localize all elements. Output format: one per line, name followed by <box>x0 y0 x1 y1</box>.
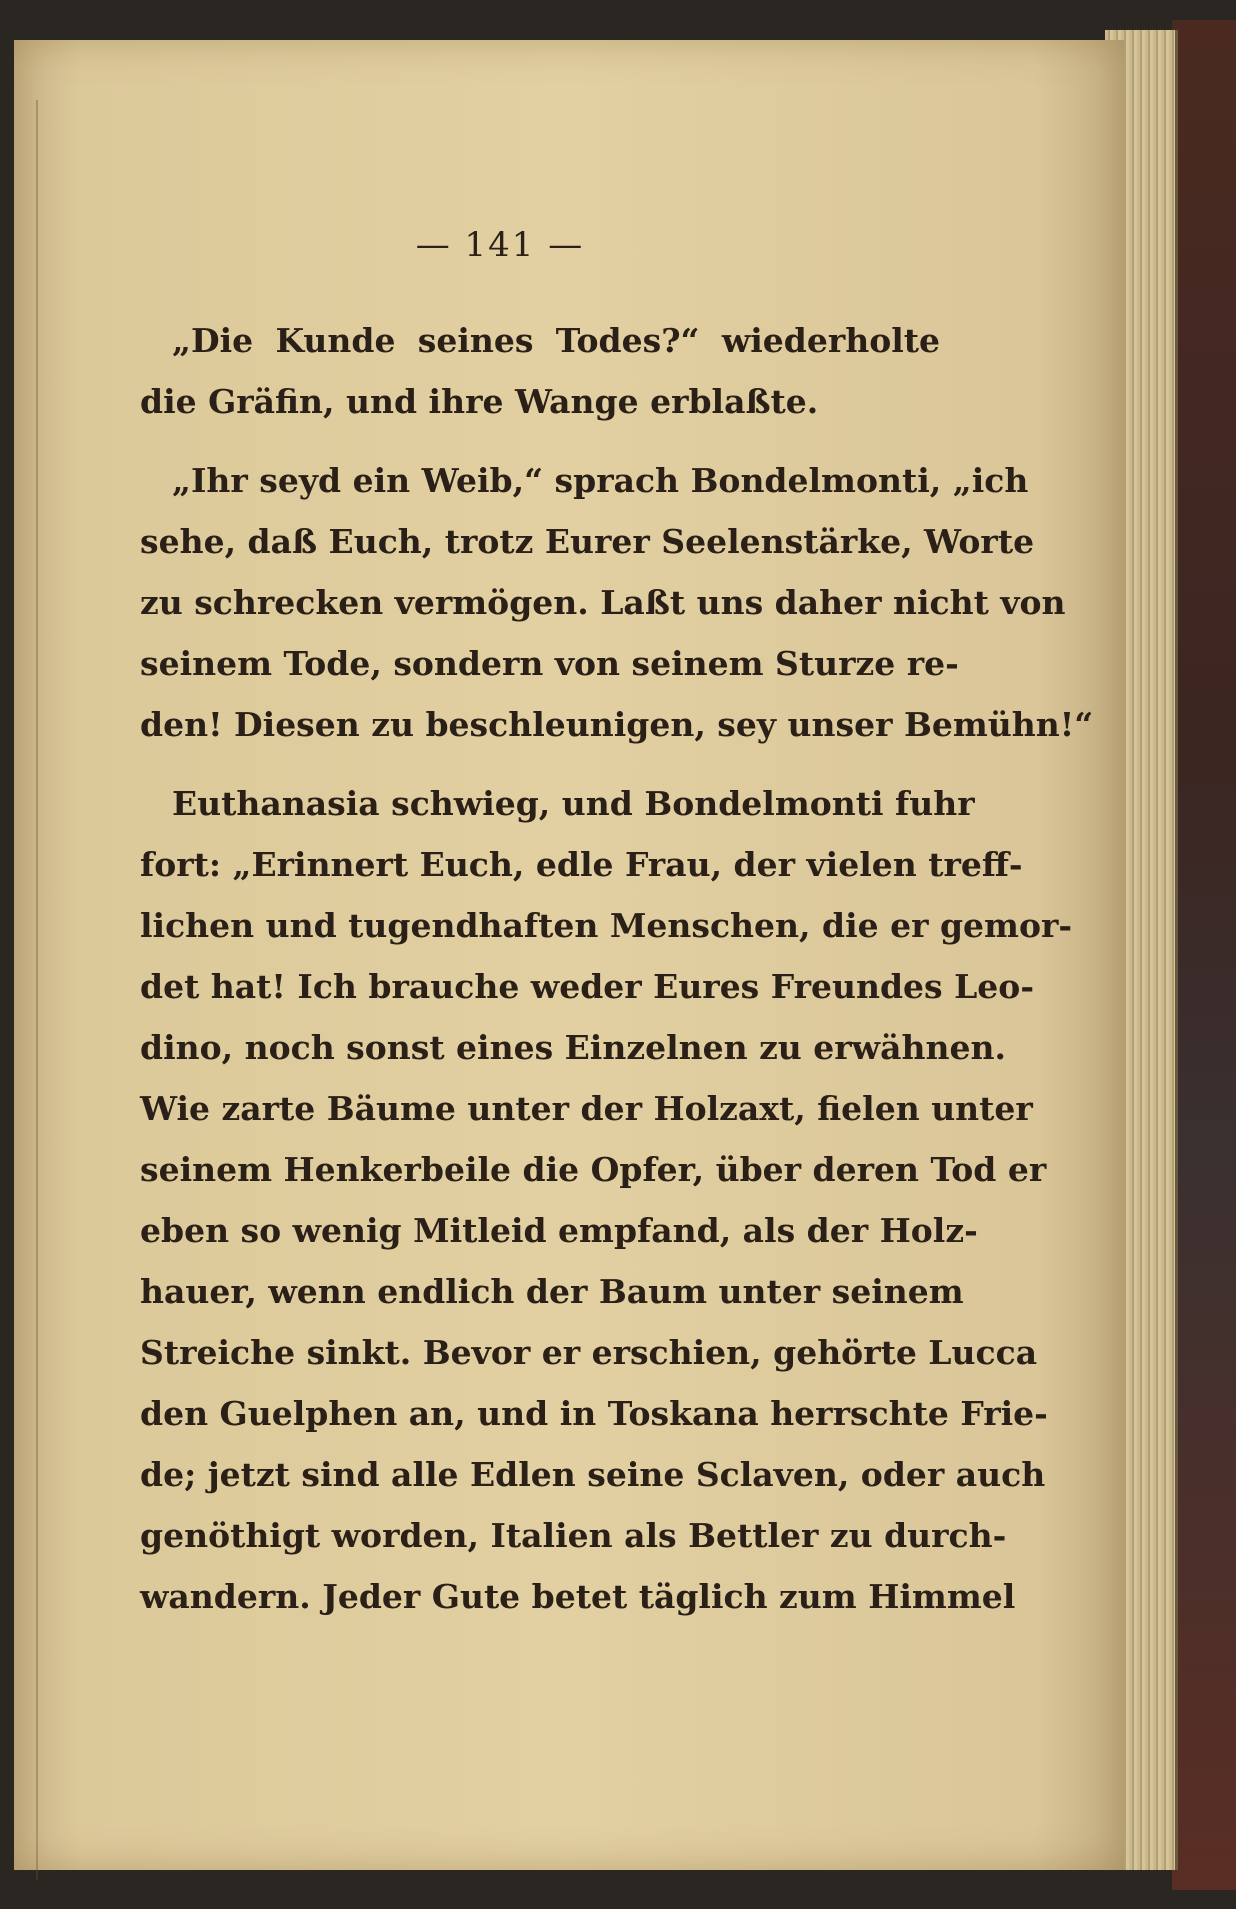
text-line: die Gräfin, und ihre Wange erblaßte. <box>140 382 819 421</box>
text-line: fort: „Erinnert Euch, edle Frau, der vielen treff- <box>140 845 1023 884</box>
text-line: „Die Kunde seines Todes?“ wiederholte <box>172 321 940 360</box>
page-text <box>140 310 1094 1627</box>
text-line: seinem Tode, sondern von seinem Sturze re- <box>140 644 959 683</box>
text-line: den Guelphen an, und in Toskana herrschte Frie- <box>140 1394 1048 1433</box>
page-number: — 141 — <box>415 225 585 265</box>
text-line: de; jetzt sind alle Edlen seine Sclaven, oder auch <box>140 1455 1046 1494</box>
paragraph-gap <box>140 755 940 773</box>
text-line: den! Diesen zu beschleunigen, sey unser Bemühn!“ <box>140 705 1094 744</box>
gutter-line <box>36 100 38 1880</box>
text-line: dino, noch sonst eines Einzelnen zu erwähnen. <box>140 1028 1006 1067</box>
text-line: eben so wenig Mitleid empfand, als der Holz- <box>140 1211 978 1250</box>
paragraph-gap <box>140 432 940 450</box>
text-line: lichen und tugendhaften Menschen, die er gemor- <box>140 906 1073 945</box>
text-line: zu schrecken vermögen. Laßt uns daher nicht von <box>140 583 1066 622</box>
text-line: Euthanasia schwieg, und Bondelmonti fuhr <box>172 784 975 823</box>
text-line: det hat! Ich brauche weder Eures Freundes Leo- <box>140 967 1035 1006</box>
text-line: wandern. Jeder Gute betet täglich zum Himmel <box>140 1577 1016 1616</box>
book-cover <box>1172 20 1236 1890</box>
text-line: genöthigt worden, Italien als Bettler zu durch- <box>140 1516 1007 1555</box>
text-line: Streiche sinkt. Bevor er erschien, gehörte Lucca <box>140 1333 1038 1372</box>
text-line: sehe, daß Euch, trotz Eurer Seelenstärke, Worte <box>140 522 1035 561</box>
text-line: „Ihr seyd ein Weib,“ sprach Bondelmonti, „ich <box>172 461 1029 500</box>
text-line: seinem Henkerbeile die Opfer, über deren Tod er <box>140 1150 1047 1189</box>
text-line: Wie zarte Bäume unter der Holzaxt, fielen unter <box>140 1089 1033 1128</box>
text-line: hauer, wenn endlich der Baum unter seinem <box>140 1272 964 1311</box>
